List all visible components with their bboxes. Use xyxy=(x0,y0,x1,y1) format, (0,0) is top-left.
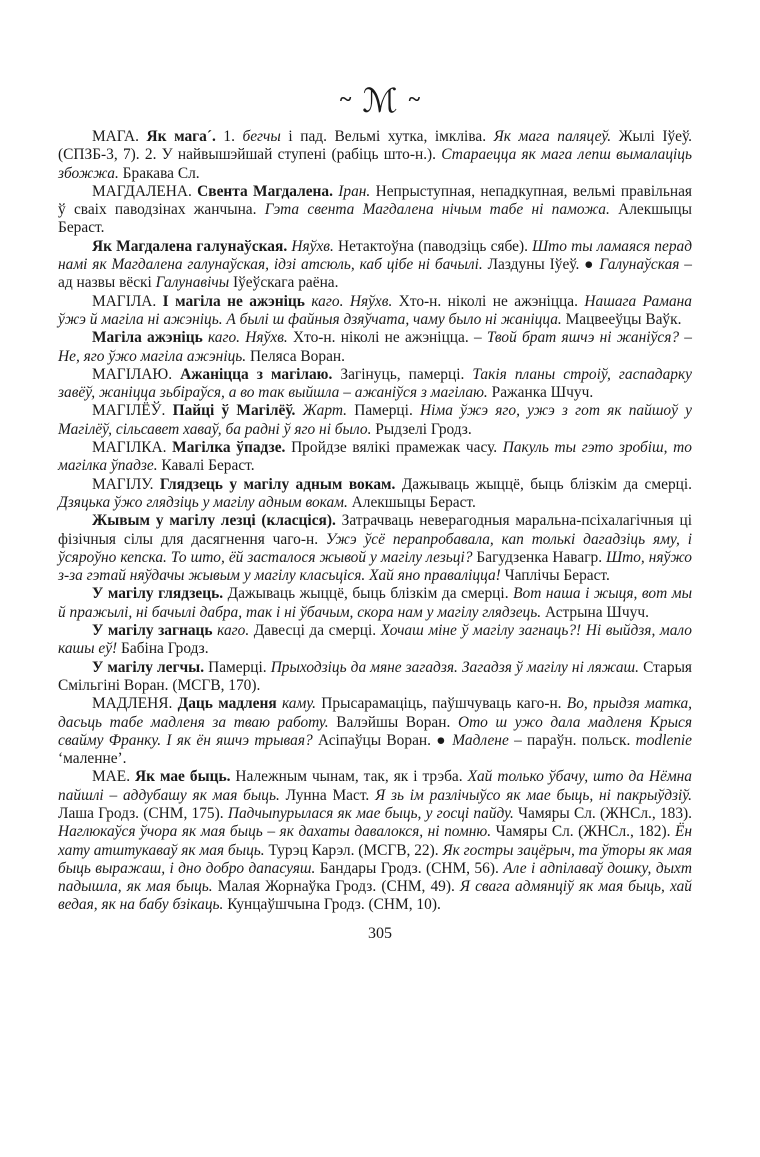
text-run: МАДЛЕНЯ. xyxy=(92,695,178,713)
text-run: Лаздуны Іўеў. ● xyxy=(482,256,600,274)
text-run: каго. Няўхв. xyxy=(311,292,393,310)
text-run: Кунцаўшчына Гродз. (СНМ, 10). xyxy=(223,896,441,914)
text-run: Жылі Іўеў. (СПЗБ-3, 7). 2. У найвышэйшай ступені (рабіць што-н.). xyxy=(58,128,692,164)
text-run: МАГДАЛЕНА. xyxy=(92,182,198,200)
text-run: МАГІЛАЮ. xyxy=(92,365,181,383)
text-run: У магілу загнаць xyxy=(92,622,218,640)
dictionary-entry xyxy=(58,366,692,403)
text-run: Іран. xyxy=(338,182,371,200)
text-run: бегчы xyxy=(242,128,281,145)
text-run: Належным чынам, так, як і трэба. xyxy=(235,768,468,786)
text-run: МАГІЛЁЎ. xyxy=(92,402,173,420)
text-run: Наглюкаўся ўчора як мая быць – як дахаты давалокся, ні помню. xyxy=(58,823,492,841)
text-run: Пакуль ты гэто зробіш, то магілка ўпадзе. xyxy=(58,439,692,475)
text-run: Як мае быць. xyxy=(135,768,236,786)
text-run: Як Магдалена галунаўская. xyxy=(92,237,292,255)
text-run: Малая Жорнаўка Гродз. (СНМ, 49). xyxy=(212,878,460,896)
text-run: Чамяры Сл. (ЖНСл., 182). xyxy=(491,823,675,841)
text-run: Затрачваць неверагодныя маральна-псіхалагічныя ці фізічныя сілы для дасягнення чаго-н. xyxy=(58,512,692,548)
dictionary-entry xyxy=(58,238,692,293)
text-run: Багудзенка Навагр. xyxy=(472,548,607,566)
text-run: Як мага´. xyxy=(146,128,224,145)
text-run: Алекшыцы Бераст. xyxy=(58,201,692,237)
dictionary-entry xyxy=(58,402,692,439)
text-run: Лаша Гродз. (СНМ, 175). xyxy=(58,804,228,822)
text-run: Галунаўская xyxy=(599,256,680,274)
text-run: Што ты ламаяся перад намі як Магдалена галунаўская, ідзі атсюль, каб цібе ні бачылі. xyxy=(58,237,693,274)
text-run: Бракава Сл. xyxy=(118,164,200,182)
text-run: Валэйшы Воран. xyxy=(328,713,458,731)
text-run: Непрыступная, непадкупная, вельмі правільная ў сваіх паводзінах жанчына. xyxy=(58,182,692,219)
dictionary-entries xyxy=(58,128,692,915)
text-run: Ото ш ужо дала мадленя Крыся свайму Франку. І як ён яшчэ трывая? xyxy=(58,713,693,749)
text-run: І магіла не ажэніць xyxy=(162,292,312,310)
text-run: ‘маленне’. xyxy=(58,750,127,768)
text-run: і пад. Вельмі хутка, імкліва. xyxy=(280,128,494,145)
text-run: Бабіна Гродз. xyxy=(117,640,209,658)
text-run: МАГІЛКА. xyxy=(92,439,173,457)
text-run: Во, прыдзя матка, дасьць табе мадленя за тваю работу. xyxy=(58,695,693,731)
text-run: modlenie xyxy=(635,731,692,749)
text-run: Прысарамаціць, паўшчуваць каго-н. xyxy=(316,695,567,713)
text-run: Кавалі Бераст. xyxy=(157,457,255,475)
text-run: Няўхв. xyxy=(291,237,334,255)
text-run: 1. xyxy=(223,128,243,145)
text-run: каму. xyxy=(281,695,317,713)
text-run: МАЕ. xyxy=(92,768,136,786)
text-run: Німа ўжэ яго, ужэ з гот як пайшоў у Магілёў, сільсавет хаваў, ба радні ў яго ні было. xyxy=(58,402,692,438)
text-run: Мадлене xyxy=(452,731,509,749)
dictionary-entry xyxy=(58,439,692,476)
text-run: Турэц Карэл. (МСГВ, 22). xyxy=(264,841,443,859)
text-run: У магілу глядзець. xyxy=(92,585,228,603)
text-run: Чаплічы Бераст. xyxy=(500,567,610,585)
text-run: Хто-н. ніколі не ажэніцца. xyxy=(287,329,474,347)
text-run: Асіпаўцы Воран. ● xyxy=(312,731,453,749)
dictionary-entry xyxy=(58,622,692,659)
section-header xyxy=(0,0,760,118)
text-run: Пайці ў Магілёў. xyxy=(172,402,303,420)
text-run: Іўеўскага раёна. xyxy=(229,274,339,292)
ornament-tilde-left-icon: ~ xyxy=(339,86,352,111)
section-letter: ℳ xyxy=(362,81,398,120)
text-run: Памерці. xyxy=(208,658,271,676)
text-run: Даць мадленя xyxy=(177,695,282,713)
page-number: 305 xyxy=(368,924,392,942)
text-run: Прыходзіць да мяне загадзя. Загадзя ў магілу ні ляжаш. xyxy=(270,658,640,676)
text-run: Глядзець у магілу адным вокам. xyxy=(159,475,402,493)
text-run: Што, няўжо з-за гэтай няўдачы жывым у магілу класьціся. Хай яно праваліцца! xyxy=(58,548,692,585)
text-run: Хто-н. ніколі не ажэніцца. xyxy=(392,292,585,310)
text-run: Нашага Рамана ўжэ й магіла ні ажэніць. А былі ш файныя дзяўчата, чаму было ні жаніцца. xyxy=(58,292,693,328)
text-run: Алекшыцы Бераст. xyxy=(347,493,476,511)
text-run: Я свага адмянціў як мая быць, хай ведая, як на бабу бзікаць. xyxy=(58,878,692,914)
text-run: МАГІЛУ. xyxy=(92,475,160,493)
dictionary-entry xyxy=(58,659,692,696)
text-run: Але і адпілаваў дошку, дыхт падышла, як мая быць. xyxy=(58,859,692,896)
text-run: Як мага паляцеў. xyxy=(493,128,612,145)
text-run: – ад назвы вёскі xyxy=(58,256,693,292)
text-run: Свента Магдалена. xyxy=(197,182,339,200)
text-run: Нетактоўна (паводзіць сябе). xyxy=(333,237,533,255)
text-run: Жарт. xyxy=(302,402,348,420)
text-run: Падчыпурылася як мае быць, у госці пайду. xyxy=(227,804,514,822)
text-run: Жывым у магілу лезці (класціся). xyxy=(92,512,342,530)
text-run: Ажаніцца з магілаю. xyxy=(180,365,341,383)
text-run: Магіла ажэніць xyxy=(92,329,208,347)
text-run: каго. xyxy=(217,622,250,640)
dictionary-entry xyxy=(58,183,692,238)
text-run: – Твой брат яшчэ ні жаніўся? – Не, яго ўжо магіла ажэніць. xyxy=(58,329,692,365)
dictionary-entry xyxy=(58,293,692,330)
text-run: Галунавічы xyxy=(155,274,230,292)
dictionary-entry xyxy=(58,768,692,914)
text-run: Памерці. xyxy=(347,402,421,420)
text-run: Дзяцька ўжо глядзіць у магілу адным вокам. xyxy=(58,493,348,511)
text-run: Дажываць жыццё, быць блізкім да смерці. xyxy=(227,585,514,603)
dictionary-entry xyxy=(58,695,692,768)
text-run: Гэта свента Магдалена нічым табе ні паможа. xyxy=(264,201,610,219)
text-run: Ражанка Шчуч. xyxy=(487,384,594,402)
text-run: каго. Няўхв. xyxy=(207,329,288,347)
text-run: Такія планы строіў, гаспадарку завёў, жаніцца зьбіраўся, а во так выйшла – ажаніўся з магілаю. xyxy=(58,365,692,402)
text-run: У магілу легчы. xyxy=(92,658,209,676)
dictionary-entry xyxy=(58,329,692,366)
text-run: Лунна Маст. xyxy=(279,786,376,804)
text-run: Я зь ім разлічыўсо як мае быць, ні пакрыўдзіў. xyxy=(375,786,692,804)
dictionary-entry xyxy=(58,128,692,183)
text-run: Рыдзелі Гродз. xyxy=(371,420,472,438)
text-run: Чамяры Сл. (ЖНСл., 183). xyxy=(513,804,692,822)
dictionary-entry xyxy=(58,512,692,585)
dictionary-entry xyxy=(58,585,692,622)
text-run: Бандары Гродз. (СНМ, 56). xyxy=(315,859,504,877)
text-run: – параўн. польск. xyxy=(508,731,636,749)
text-run: Загінуць, памерці. xyxy=(340,365,473,383)
text-run: Ён хату атштукаваў як мая быць. xyxy=(58,823,692,859)
ornament-tilde-right-icon: ~ xyxy=(408,86,421,111)
text-run: Пеляса Воран. xyxy=(246,347,345,365)
text-run: Хочаш міне ў магілу загнаць?! Ні выйдзя, мало кашы еў! xyxy=(58,622,692,658)
text-run: Стараецца як мага лепш вымалаціць збожжа. xyxy=(58,146,692,182)
text-run: Астрына Шчуч. xyxy=(541,603,649,621)
text-run: Як гостры зацёрыч, та ўторы як мая быць выражаш, і дно добро дапасуяш. xyxy=(58,841,692,877)
text-run: Давесці да смерці. xyxy=(249,622,381,640)
text-run: Мацвееўцы Ваўк. xyxy=(561,310,682,328)
text-run: Ужэ ўсё перапробавала, кап толькі дагадзіць яму, і ўсяроўно кепска. То што, ёй засталося жывой у магілу лезьці? xyxy=(58,530,692,566)
text-run: МАГІЛА. xyxy=(92,292,163,310)
text-run: Дажываць жыццё, быць блізкім да смерці. xyxy=(401,475,693,493)
text-run: Пройдзе вялікі прамежак часу. xyxy=(291,439,503,457)
text-run: Вот наша і жыця, вот мы й пражылі, ні бачылі дабра, так і ні ўбачым, скора нам у магілу глядзець. xyxy=(58,585,692,621)
text-run: Старыя Смільгіні Воран. (МСГВ, 170). xyxy=(58,658,692,694)
text-run: МАГА. xyxy=(92,128,147,145)
dictionary-entry xyxy=(58,476,692,513)
text-run: Магілка ўпадзе. xyxy=(172,439,292,457)
text-run: Хай только ўбачу, што да Нёмна пайшлі – аддубашу як мая быць. xyxy=(58,768,693,804)
